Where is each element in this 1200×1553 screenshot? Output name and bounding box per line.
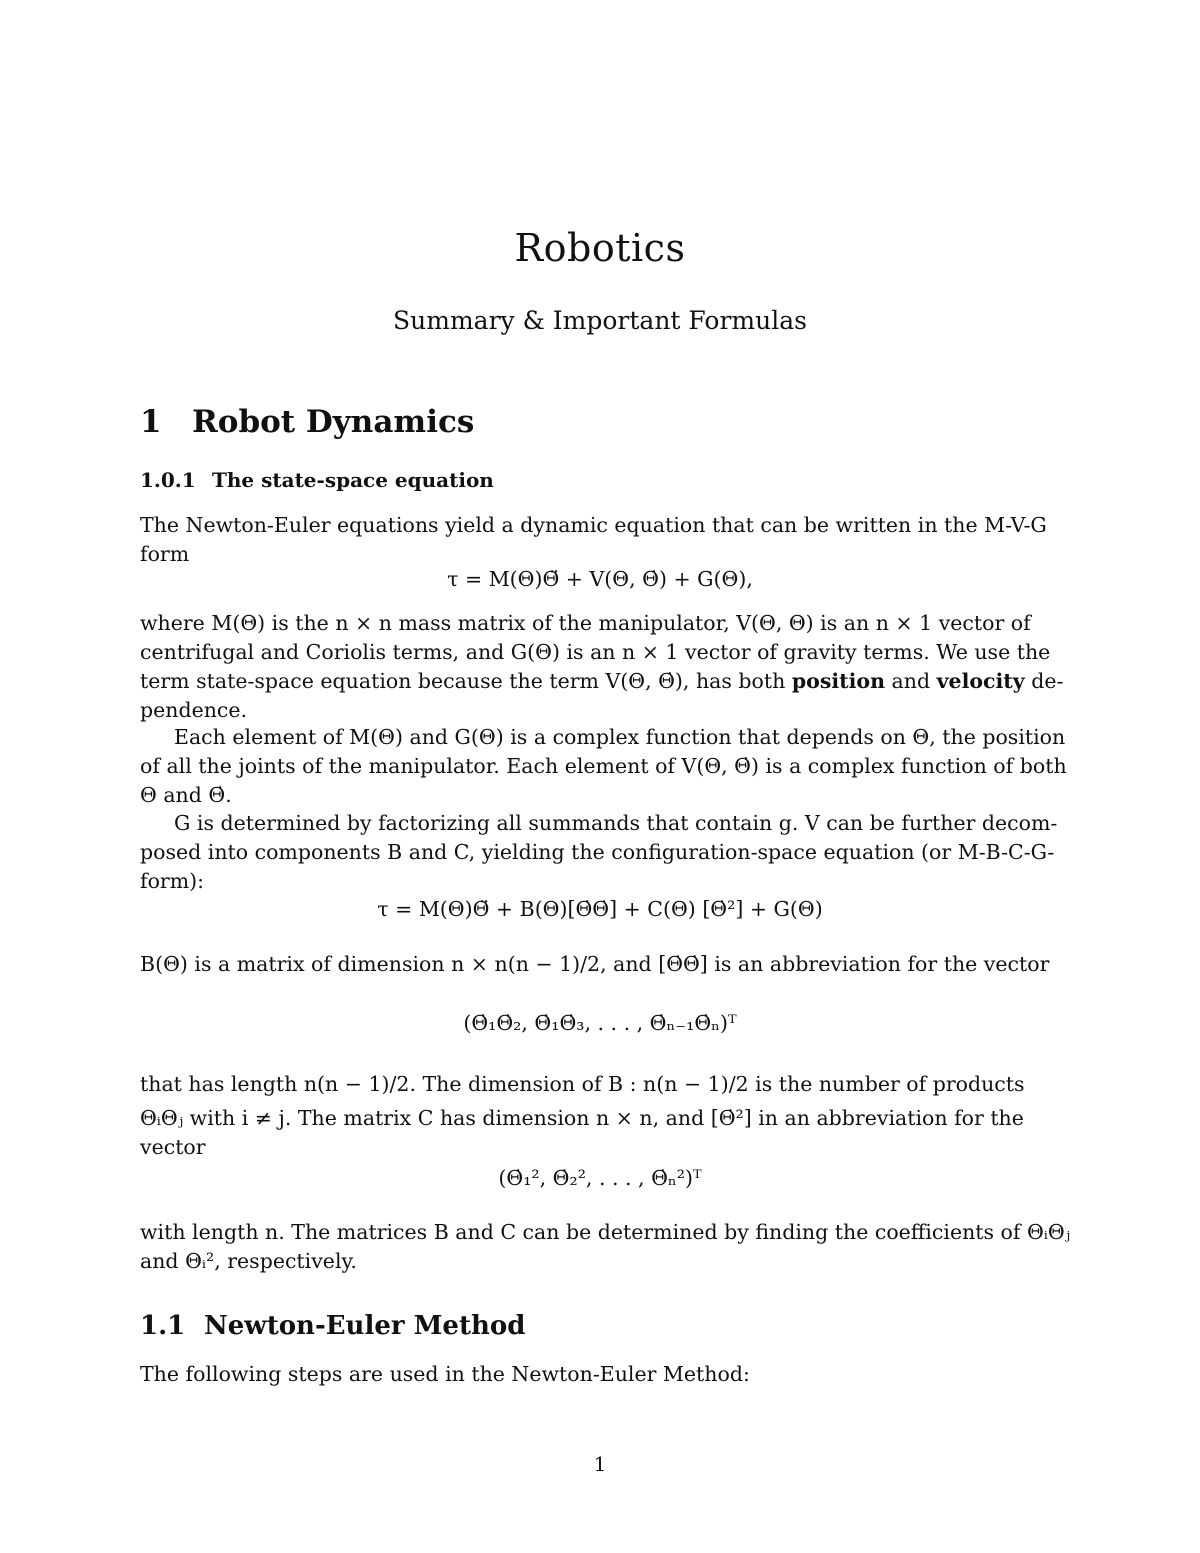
section-number: 1: [140, 404, 162, 440]
paragraph-line: that has length n(n − 1)/2. The dimension of B : n(n − 1)/2 is the number of products: [140, 1072, 1025, 1096]
paragraph-coefficients: [140, 1218, 1071, 1276]
bold-term: position: [791, 669, 886, 693]
equation-velocity-products: (Θ̇₁Θ̇₂, Θ̇₁Θ̇₃, . . . , Θ̇ₙ₋₁Θ̇ₙ)ᵀ: [463, 1011, 737, 1035]
paragraph-line: centrifugal and Coriolis terms, and G(Θ) is an n × 1 vector of gravity terms. We use the: [140, 640, 1051, 664]
paragraph-intro: [140, 511, 1060, 569]
subsubsection-number: 1.0.1: [140, 468, 196, 492]
subsection-title: Newton-Euler Method: [204, 1311, 526, 1341]
document-title: Robotics: [514, 226, 686, 270]
paragraph-decomposition: [140, 809, 1060, 896]
subsubsection-title: The state-space equation: [212, 468, 494, 492]
paragraph-line: The Newton-Euler equations yield a dynamic equation that can be written in the M-V-G: [140, 513, 1047, 537]
subsection-heading: [140, 1311, 525, 1341]
subsection-number: 1.1: [140, 1311, 186, 1341]
paragraph-line: with length n. The matrices B and C can be determined by finding the coefficients of ΘᵢΘⱼ: [140, 1220, 1071, 1244]
paragraph-line: vector: [140, 1135, 206, 1159]
paragraph-line: Each element of M(Θ) and G(Θ) is a complex function that depends on Θ, the position: [174, 725, 1066, 749]
section-title: Robot Dynamics: [192, 404, 475, 440]
paragraph-line: G is determined by factorizing all summands that contain g. V can be further decom-: [174, 811, 1058, 835]
paragraph-elements: [140, 723, 1067, 810]
line-text: de-: [1024, 669, 1064, 693]
page-number: 1: [593, 1452, 607, 1476]
paragraph-line: ΘᵢΘⱼ with i ≠ j. The matrix C has dimension n × n, and [Θ̇²] in an abbreviation for the: [140, 1106, 1024, 1130]
paragraph-line: where M(Θ) is the n × n mass matrix of the manipulator, V(Θ, Θ) is an n × 1 vector of: [140, 611, 1031, 635]
paragraph-line: posed into components B and C, yielding the configuration-space equation (or M-B-C-G-: [140, 840, 1055, 864]
paragraph-line: Θ and Θ̇.: [140, 783, 232, 807]
equation-velocity-squares: (Θ̇₁², Θ̇₂², . . . , Θ̇ₙ²)ᵀ: [498, 1166, 702, 1190]
line-text: and: [885, 669, 937, 693]
paragraph-mvg-terms: [140, 609, 1064, 725]
paragraph-b-matrix: [140, 950, 1060, 979]
paragraph-line: B(Θ) is a matrix of dimension n × n(n − 1)/2, and [Θ̇Θ̇] is an abbreviation for the vector: [140, 952, 1050, 976]
document-subtitle: Summary & Important Formulas: [393, 306, 807, 335]
paragraph-line: form):: [140, 869, 205, 893]
paragraph-steps-intro: [140, 1360, 1060, 1389]
section-heading: [140, 404, 474, 440]
paragraph-line: pendence.: [140, 698, 248, 722]
paragraph-line: and Θᵢ², respectively.: [140, 1249, 357, 1273]
paragraph-line: The following steps are used in the Newton-Euler Method:: [140, 1362, 750, 1386]
equation-mbcg: τ = M(Θ)Θ̈ + B(Θ)[Θ̇Θ̇] + C(Θ) [Θ̇²] + G(Θ): [377, 897, 823, 921]
bold-term: velocity: [936, 669, 1025, 693]
paragraph-dimensions: [140, 1070, 1060, 1162]
equation-mvg: τ = M(Θ)Θ̈ + V(Θ, Θ̇) + G(Θ),: [447, 567, 753, 591]
subsubsection-heading: [140, 468, 494, 492]
paragraph-line: [140, 667, 1064, 696]
paragraph-line: of all the joints of the manipulator. Each element of V(Θ, Θ̇) is a complex function of both: [140, 754, 1067, 778]
paragraph-line: form: [140, 542, 190, 566]
line-text: term state-space equation because the term V(Θ, Θ̇), has both: [140, 669, 792, 693]
